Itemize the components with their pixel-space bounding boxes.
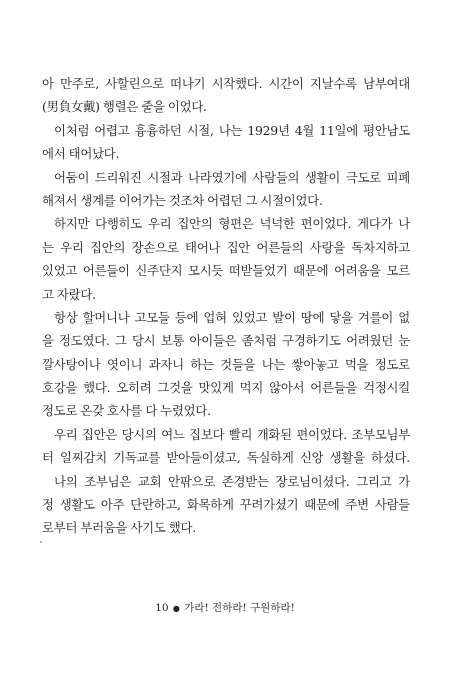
paragraph-start-line: 하지만 다행히도 우리 집안의 형편은 넉넉한 편이었다. 게다가 나 xyxy=(54,216,410,232)
text-line: 깔사탕이나 엿이니 과자니 하는 것들을 나는 쌓아놓고 먹을 정도로 xyxy=(42,356,410,372)
text-line: 로부터 부러움을 사기도 했다. xyxy=(42,520,196,536)
paragraph-start-line: 나의 조부님은 교회 안팎으로 존경받는 장로님이셨다. 그리고 가 xyxy=(54,473,410,489)
text-line: 정도로 온갖 호사를 다 누렸었다. xyxy=(42,403,211,419)
text-line: 정 생활도 아주 단란하고, 화목하게 꾸려가셨기 때문에 주변 사람들 xyxy=(42,497,410,513)
text-line: 해져서 생계를 이어가는 것조차 어렵던 그 시절이었다. xyxy=(42,192,323,208)
text-line: 을 정도였다. 그 당시 보통 아이들은 좀처럼 구경하기도 어려웠던 눈 xyxy=(42,333,410,349)
text-line: 터 일찌감치 기독교를 받아들이셨고, 독실하게 신앙 생활을 하셨다. xyxy=(42,450,410,466)
paragraph-start-line: 우리 집안은 당시의 여느 집보다 빨리 개화된 편이었다. 조부모님부 xyxy=(54,426,410,442)
text-line: 는 우리 집안의 장손으로 태어나 집안 어른들의 사랑을 독차지하고 xyxy=(42,239,410,255)
page-number: 10 xyxy=(155,602,169,614)
body-text xyxy=(42,72,410,540)
text-line: 아 만주로, 사할린으로 떠나기 시작했다. 시간이 지날수록 남부여대 xyxy=(42,76,410,91)
text-line: 고 자랐다. xyxy=(42,286,96,302)
text-line: 있었고 어른들이 신주단지 모시듯 떠받들었기 때문에 어려움을 모르 xyxy=(42,263,410,279)
text-line: 에서 태어났다. xyxy=(42,146,120,162)
text-line: 호강을 했다. 오히려 그것을 맛있게 먹지 않아서 어른들을 걱정시킬 xyxy=(42,380,410,396)
paragraph-start-line: 이처럼 어렵고 흉흉하던 시절, 나는 1929년 4월 11일에 평안남도 xyxy=(54,122,410,138)
paragraph-start-line: 항상 할머니나 고모들 등에 업혀 있었고 발이 땅에 닿을 겨를이 없 xyxy=(54,309,410,325)
page-footer xyxy=(0,601,450,616)
bullet-icon: ● xyxy=(172,604,180,613)
print-speck xyxy=(40,541,42,543)
running-title: 가라! 전하라! 구원하라! xyxy=(184,602,295,614)
text-line: (男負女戴) 행렬은 줄을 이었다. xyxy=(42,99,207,115)
paragraph-start-line: 어둠이 드리워진 시절과 나라였기에 사람들의 생활이 극도로 피폐 xyxy=(54,169,410,185)
